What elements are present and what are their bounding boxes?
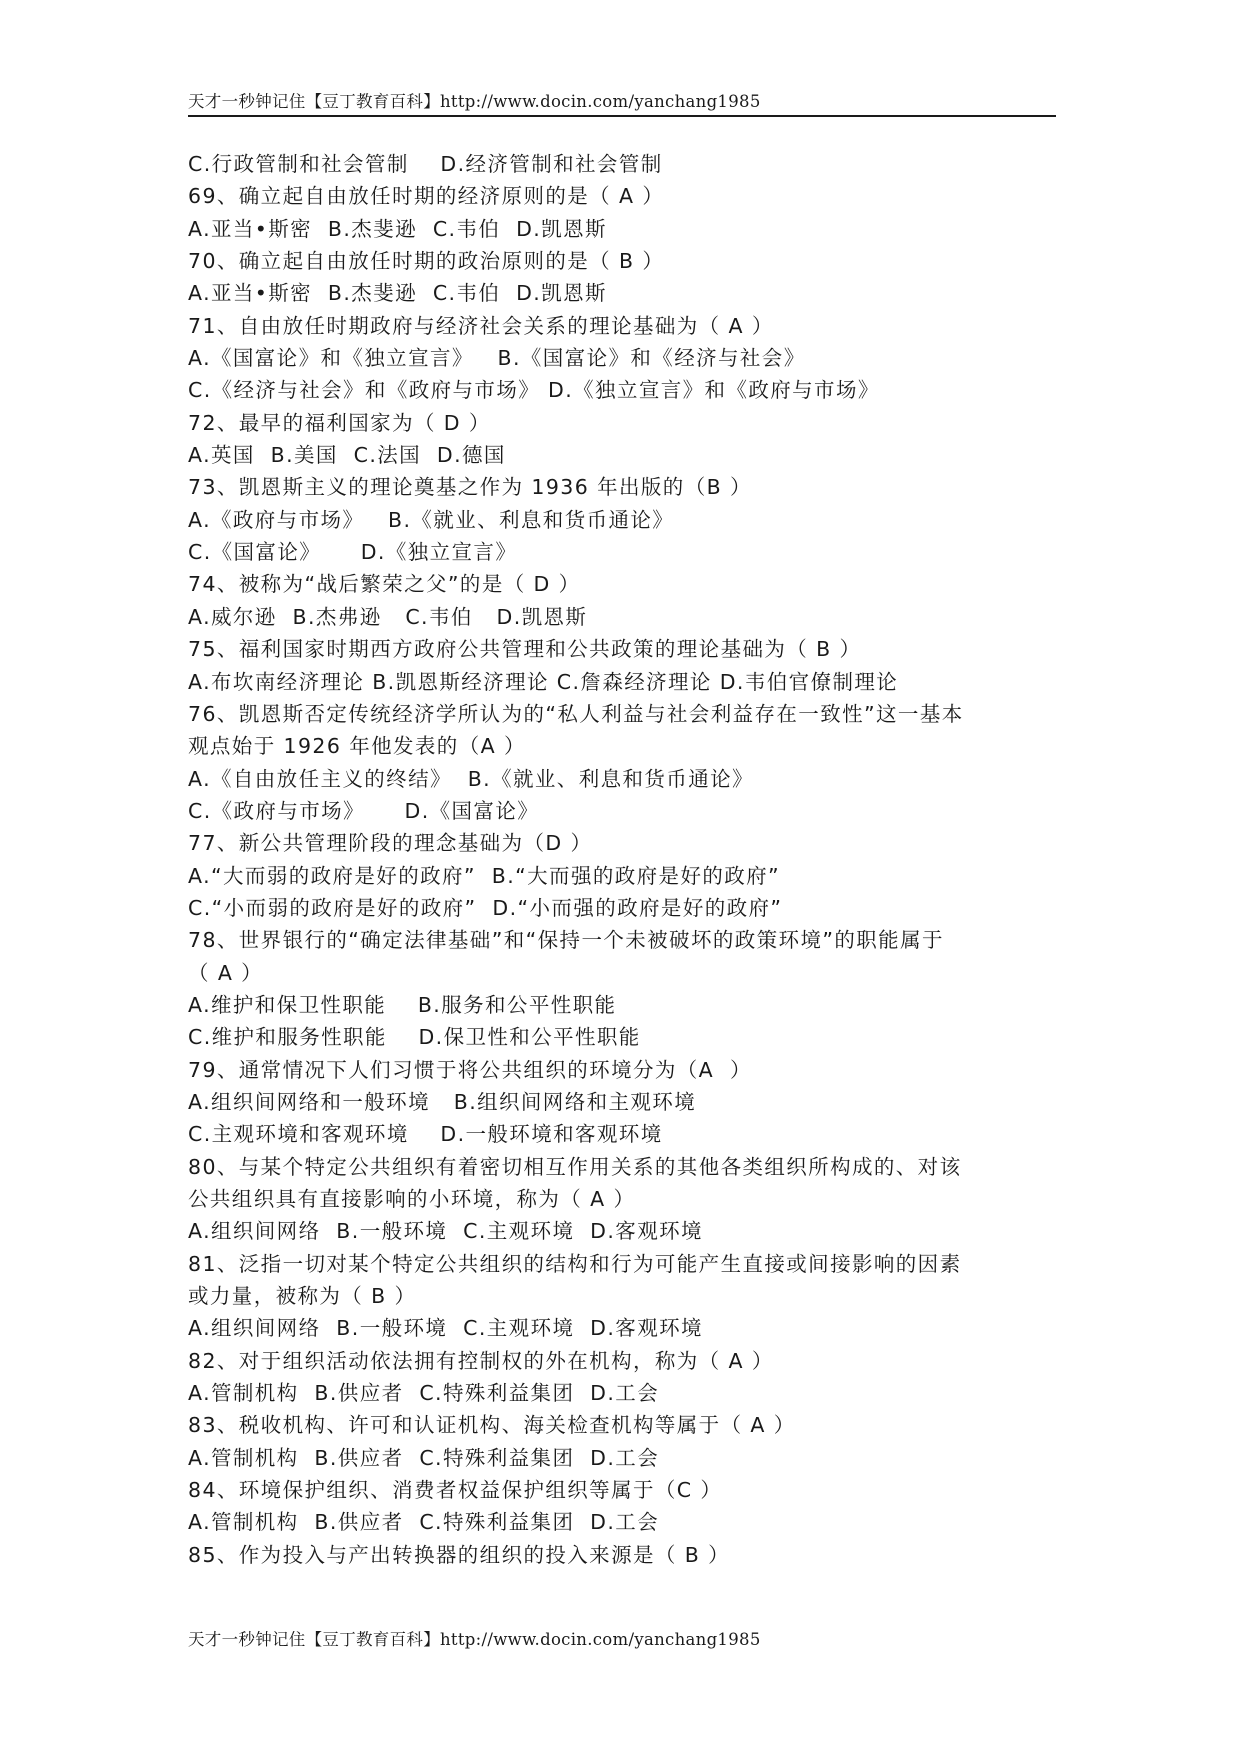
text-line: A.组织间网络和一般环境 B.组织间网络和主观环境 [188,1089,697,1114]
text-line: 76、凯恩斯否定传统经济学所认为的“私人利益与社会利益存在一致性”这一基本 [188,701,964,726]
text-line: 81、泛指一切对某个特定公共组织的结构和行为可能产生直接或间接影响的因素 [188,1251,962,1276]
text-line: C.《政府与市场》 D.《国富论》 [188,798,540,823]
page-footer: 天才一秒钟记住【豆丁教育百科】http://www.docin.com/yanchang1985 [188,1630,761,1649]
text-line: A.组织间网络 B.一般环境 C.主观环境 D.客观环境 [188,1219,703,1244]
text-line: 71、自由放任时期政府与经济社会关系的理论基础为（ A ） [188,313,774,338]
text-line: 73、凯恩斯主义的理论奠基之作为 1936 年出版的（B ） [188,475,752,500]
text-line: 83、税收机构、许可和认证机构、海关检查机构等属于（ A ） [188,1413,796,1438]
text-line: 78、世界银行的“确定法律基础”和“保持一个未被破坏的政策环境”的职能属于 [188,928,944,953]
text-line: 70、确立起自由放任时期的政治原则的是（ B ） [188,249,665,274]
text-line: A.管制机构 B.供应者 C.特殊利益集团 D.工会 [188,1445,660,1470]
text-line: A.亚当•斯密 B.杰斐逊 C.韦伯 D.凯恩斯 [188,281,607,306]
document-body [188,148,1058,1571]
text-line: A.“大而弱的政府是好的政府” B.“大而强的政府是好的政府” [188,863,781,888]
text-line: （ A ） [188,960,264,985]
text-line: 69、确立起自由放任时期的经济原则的是（ A ） [188,184,665,209]
text-line: C.主观环境和客观环境 D.一般环境和客观环境 [188,1122,663,1147]
page-header: 天才一秒钟记住【豆丁教育百科】http://www.docin.com/yanchang1985 [188,92,761,111]
text-line: 84、环境保护组织、消费者权益保护组织等属于（C ） [188,1478,723,1503]
text-line: A.管制机构 B.供应者 C.特殊利益集团 D.工会 [188,1510,660,1535]
text-line: A.布坎南经济理论 B.凯恩斯经济理论 C.詹森经济理论 D.韦伯官僚制理论 [188,669,899,694]
text-line: A.《自由放任主义的终结》 B.《就业、利息和货币通论》 [188,766,754,791]
text-line: 观点始于 1926 年他发表的（A ） [188,734,526,759]
text-line: C.维护和服务性职能 D.保卫性和公平性职能 [188,1025,641,1050]
text-line: 80、与某个特定公共组织有着密切相互作用关系的其他各类组织所构成的、对该 [188,1154,962,1179]
text-line: 77、新公共管理阶段的理念基础为（D ） [188,831,593,856]
text-line: A.英国 B.美国 C.法国 D.德国 [188,443,506,468]
text-line: A.组织间网络 B.一般环境 C.主观环境 D.客观环境 [188,1316,703,1341]
text-line: 75、福利国家时期西方政府公共管理和公共政策的理论基础为（ B ） [188,637,862,662]
text-line: 79、通常情况下人们习惯于将公共组织的环境分为（A ） [188,1057,752,1082]
text-line: A.维护和保卫性职能 B.服务和公平性职能 [188,992,617,1017]
header-divider [188,115,1056,117]
text-line: A.《政府与市场》 B.《就业、利息和货币通论》 [188,507,675,532]
text-line: 74、被称为“战后繁荣之父”的是（ D ） [188,572,581,597]
text-line: 82、对于组织活动依法拥有控制权的外在机构，称为（ A ） [188,1348,774,1373]
text-line: C.“小而弱的政府是好的政府” D.“小而强的政府是好的政府” [188,895,783,920]
text-line: C.《经济与社会》和《政府与市场》 D.《独立宣言》和《政府与市场》 [188,378,880,403]
text-line: A.管制机构 B.供应者 C.特殊利益集团 D.工会 [188,1381,660,1406]
text-line: A.《国富论》和《独立宣言》 B.《国富论》和《经济与社会》 [188,346,806,371]
text-line: A.威尔逊 B.杰弗逊 C.韦伯 D.凯恩斯 [188,604,588,629]
text-line: C.行政管制和社会管制 D.经济管制和社会管制 [188,152,663,176]
text-line: C.《国富论》 D.《独立宣言》 [188,540,518,565]
text-line: 85、作为投入与产出转换器的组织的投入来源是（ B ） [188,1542,730,1567]
text-line: 72、最早的福利国家为（ D ） [188,410,491,435]
text-line: 公共组织具有直接影响的小环境，称为（ A ） [188,1187,636,1211]
text-line: A.亚当•斯密 B.杰斐逊 C.韦伯 D.凯恩斯 [188,216,607,241]
text-line: 或力量，被称为（ B ） [188,1284,417,1309]
